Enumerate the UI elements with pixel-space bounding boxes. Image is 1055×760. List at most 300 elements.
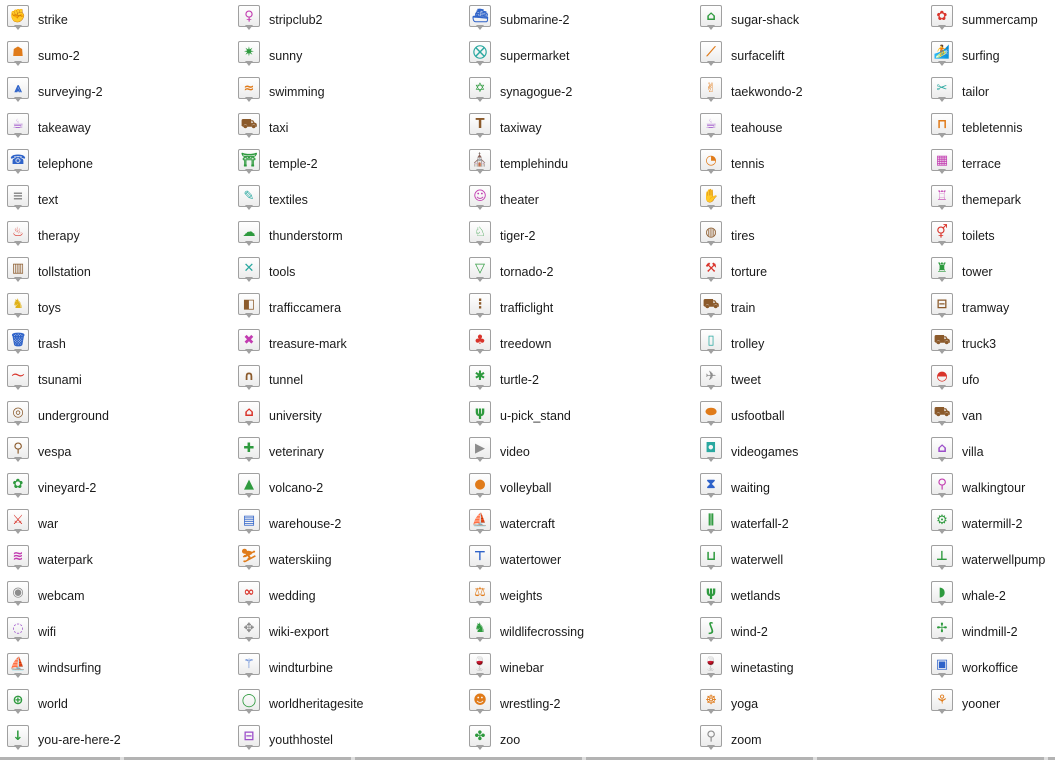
yooner-icon: ⚘ <box>936 692 948 708</box>
theft-icon: ✋ <box>702 188 720 204</box>
map-marker-frame <box>238 581 260 609</box>
icon-list-item[interactable] <box>231 362 462 398</box>
icon-list-item[interactable] <box>693 2 924 38</box>
icon-list-item[interactable] <box>462 542 693 578</box>
map-marker-frame <box>238 293 260 321</box>
icon-filename-label: zoom <box>731 733 762 747</box>
map-marker-frame <box>931 113 953 141</box>
icon-filename-label: windturbine <box>269 661 333 675</box>
wedding-icon: ∞ <box>243 584 255 600</box>
icon-filename-label: taekwondo-2 <box>731 85 803 99</box>
icon-list-item[interactable] <box>0 38 231 74</box>
icon-list-item[interactable] <box>0 470 231 506</box>
icon-list-item[interactable] <box>231 398 462 434</box>
icon-list-item[interactable] <box>693 74 924 110</box>
watercraft-icon: ⛵ <box>471 512 489 528</box>
map-marker-frame <box>931 437 953 465</box>
icon-list-item[interactable] <box>462 362 693 398</box>
icon-filename-label: tweet <box>731 373 761 387</box>
train-icon: ⛟ <box>702 296 720 312</box>
windsurfing-icon: ⛵ <box>9 656 27 672</box>
icon-filename-label: wifi <box>38 625 57 639</box>
icon-filename-label: tools <box>269 265 296 279</box>
icon-filename-label: video <box>500 445 530 459</box>
icon-list-item[interactable] <box>231 182 462 218</box>
icon-filename-label: text <box>38 193 59 207</box>
icon-filename-label: tiger-2 <box>500 229 536 243</box>
icon-filename-label: surveying-2 <box>38 85 103 99</box>
vespa-icon: ⚲ <box>13 440 23 456</box>
icon-filename-label: tornado-2 <box>500 265 554 279</box>
whale-icon: ◗ <box>938 584 946 600</box>
map-marker-frame <box>238 77 260 105</box>
icon-filename-label: surfacelift <box>731 49 785 63</box>
icon-filename-label: summercamp <box>962 13 1038 27</box>
swimming-icon: ≈ <box>243 80 255 96</box>
icon-list-item[interactable] <box>0 218 231 254</box>
icon-list-item[interactable] <box>924 326 1055 362</box>
icon-filename-label: warehouse-2 <box>269 517 342 531</box>
icon-list-item[interactable] <box>0 578 231 614</box>
windmill-icon: ✢ <box>936 620 948 636</box>
icon-list-item[interactable] <box>462 146 693 182</box>
warehouse-icon: ▤ <box>242 512 256 528</box>
icon-filename-label: wildlifecrossing <box>500 625 585 639</box>
strike-icon: ✊ <box>9 8 27 24</box>
map-marker-frame <box>7 365 29 393</box>
icon-list-item[interactable] <box>693 290 924 326</box>
map-marker-frame <box>469 113 491 141</box>
icon-list-item[interactable] <box>231 578 462 614</box>
icon-filename-label: taxiway <box>500 121 542 135</box>
icon-list-item[interactable] <box>231 2 462 38</box>
icon-list-item[interactable] <box>924 578 1055 614</box>
map-marker-frame <box>238 545 260 573</box>
icon-filename-label: usfootball <box>731 409 785 423</box>
synagogue-icon: ✡ <box>474 80 486 96</box>
icon-list-item[interactable] <box>231 470 462 506</box>
icon-list-item[interactable] <box>462 182 693 218</box>
treedown-icon: ♣ <box>474 332 486 348</box>
icon-list-item[interactable] <box>0 722 231 758</box>
icon-filename-label: themepark <box>962 193 1022 207</box>
icon-list-item[interactable] <box>693 218 924 254</box>
waterpark-icon: ≋ <box>12 548 24 564</box>
icon-list-item[interactable] <box>231 110 462 146</box>
map-marker-frame <box>238 257 260 285</box>
sunny-icon: ✷ <box>243 44 255 60</box>
toys-icon: ♞ <box>12 296 24 312</box>
icon-filename-label: villa <box>962 445 984 459</box>
icon-list-item[interactable] <box>231 254 462 290</box>
icon-filename-label: yoga <box>731 697 759 711</box>
map-marker-frame <box>931 77 953 105</box>
icon-list-item[interactable] <box>231 290 462 326</box>
icon-list-item[interactable] <box>924 146 1055 182</box>
trafficlight-icon: ⋮ <box>473 296 487 312</box>
icon-filename-label: therapy <box>38 229 80 243</box>
icon-list-item[interactable] <box>231 74 462 110</box>
icon-list-item[interactable] <box>462 614 693 650</box>
thunderstorm-icon: ☁ <box>242 224 256 240</box>
map-marker-frame <box>931 581 953 609</box>
video-icon: ▶ <box>475 440 485 456</box>
walkingtour-icon: ⚲ <box>937 476 947 492</box>
icon-filename-label: winebar <box>500 661 544 675</box>
windturbine-icon: ⚚ <box>243 656 255 672</box>
icon-list-item[interactable] <box>0 326 231 362</box>
waterwellpump-icon: ⊥ <box>936 548 948 564</box>
icon-list-item[interactable] <box>693 542 924 578</box>
taxiway-icon: T <box>475 116 485 132</box>
icon-filename-label: vespa <box>38 445 72 459</box>
icon-filename-label: taxi <box>269 121 289 135</box>
map-marker-frame <box>700 113 722 141</box>
wrestling-icon: ☻ <box>473 692 487 708</box>
icon-list-item[interactable] <box>924 254 1055 290</box>
icon-list-item[interactable] <box>462 650 693 686</box>
icon-list-item[interactable] <box>462 326 693 362</box>
icon-filename-label: watercraft <box>500 517 555 531</box>
icon-filename-label: trolley <box>731 337 765 351</box>
webcam-icon: ◉ <box>12 584 24 600</box>
veterinary-icon: ✚ <box>243 440 255 456</box>
wind-icon: ⟆ <box>708 620 714 636</box>
map-marker-frame <box>7 509 29 537</box>
tsunami-icon: 〜 <box>11 368 25 384</box>
icon-filename-label: windmill-2 <box>962 625 1018 639</box>
icon-filename-label: weights <box>500 589 543 603</box>
icon-filename-label: sumo-2 <box>38 49 80 63</box>
map-marker-frame <box>469 329 491 357</box>
icon-list-item[interactable] <box>924 542 1055 578</box>
icon-filename-label: toys <box>38 301 61 315</box>
icon-list-item[interactable] <box>231 614 462 650</box>
map-marker-frame <box>700 401 722 429</box>
icon-list-item[interactable] <box>693 146 924 182</box>
ufo-icon: ◓ <box>936 368 948 384</box>
icon-list-item[interactable] <box>231 38 462 74</box>
map-marker-frame <box>238 5 260 33</box>
map-marker-frame <box>931 5 953 33</box>
icon-filename-label: telephone <box>38 157 93 171</box>
icon-list-item[interactable] <box>924 38 1055 74</box>
map-marker-frame <box>931 149 953 177</box>
map-marker-frame <box>700 617 722 645</box>
icon-list-item[interactable] <box>231 434 462 470</box>
map-marker-frame <box>469 437 491 465</box>
tornado-icon: ▽ <box>475 260 485 276</box>
icon-filename-label: volleyball <box>500 481 552 495</box>
icon-list-item[interactable] <box>693 722 924 758</box>
icon-list-item[interactable] <box>462 506 693 542</box>
icon-list-item[interactable] <box>924 2 1055 38</box>
icon-filename-label: waiting <box>731 481 770 495</box>
icon-filename-label: wind-2 <box>731 625 768 639</box>
icon-list-item[interactable] <box>0 686 231 722</box>
icon-filename-label: veterinary <box>269 445 324 459</box>
icon-list-item[interactable] <box>462 74 693 110</box>
icon-list-item[interactable] <box>0 542 231 578</box>
icon-list-item[interactable] <box>693 398 924 434</box>
map-marker-frame <box>238 221 260 249</box>
icon-list-item[interactable] <box>231 542 462 578</box>
map-marker-frame <box>931 365 953 393</box>
truck-icon: ⛟ <box>933 332 951 348</box>
icon-filename-label: tebletennis <box>962 121 1023 135</box>
worldheritagesite-icon: ◯ <box>241 692 257 708</box>
tires-icon: ◍ <box>705 224 717 240</box>
map-marker-frame <box>7 725 29 753</box>
map-marker-frame <box>700 473 722 501</box>
map-marker-frame <box>700 653 722 681</box>
icon-filename-label: university <box>269 409 322 423</box>
map-marker-frame <box>7 653 29 681</box>
icon-list-item[interactable] <box>924 362 1055 398</box>
tower-icon: ♜ <box>936 260 948 276</box>
map-marker-frame <box>931 329 953 357</box>
icon-list-item[interactable] <box>693 470 924 506</box>
map-marker-frame <box>931 689 953 717</box>
map-marker-frame <box>238 113 260 141</box>
icon-list-item[interactable] <box>462 290 693 326</box>
icon-filename-label: waterwellpump <box>962 553 1046 567</box>
map-marker-frame <box>469 617 491 645</box>
icon-filename-label: train <box>731 301 756 315</box>
tools-icon: ✕ <box>243 260 255 276</box>
icon-list-item[interactable] <box>462 686 693 722</box>
icon-list-item[interactable] <box>231 326 462 362</box>
map-marker-frame <box>7 257 29 285</box>
icon-list-item[interactable] <box>462 38 693 74</box>
map-marker-frame <box>238 509 260 537</box>
icon-list-item[interactable] <box>924 290 1055 326</box>
icon-list-item[interactable] <box>231 650 462 686</box>
teahouse-icon: ☕ <box>705 116 717 132</box>
yoga-icon: ☸ <box>705 692 717 708</box>
trolley-icon: ▯ <box>707 332 715 348</box>
map-marker-frame <box>700 5 722 33</box>
surfacelift-icon: ⟋ <box>706 44 716 60</box>
icon-list-item[interactable] <box>0 146 231 182</box>
map-marker-frame <box>931 257 953 285</box>
icon-list-item[interactable] <box>924 470 1055 506</box>
icon-list-item[interactable] <box>924 110 1055 146</box>
icon-list-item[interactable] <box>0 110 231 146</box>
tunnel-icon: ∩ <box>243 368 255 384</box>
map-marker-frame <box>7 41 29 69</box>
takeaway-icon: ☕ <box>12 116 24 132</box>
icon-list-item[interactable] <box>693 650 924 686</box>
icon-list-item[interactable] <box>924 614 1055 650</box>
icon-list-item[interactable] <box>231 146 462 182</box>
map-marker-frame <box>238 473 260 501</box>
map-marker-frame <box>238 617 260 645</box>
therapy-icon: ♨ <box>12 224 24 240</box>
icon-list-item[interactable] <box>0 398 231 434</box>
icon-filename-label: vineyard-2 <box>38 481 97 495</box>
icon-list-item[interactable] <box>0 182 231 218</box>
icon-list-item[interactable] <box>924 218 1055 254</box>
icon-filename-label: tower <box>962 265 993 279</box>
summercamp-icon: ✿ <box>936 8 948 24</box>
icon-list-item[interactable] <box>693 254 924 290</box>
tiger-icon: ♘ <box>474 224 486 240</box>
icon-list-item[interactable] <box>693 182 924 218</box>
icon-filename-label: treasure-mark <box>269 337 347 351</box>
van-icon: ⛟ <box>933 404 951 420</box>
themepark-icon: ♖ <box>936 188 948 204</box>
wildlifecrossing-icon: ♞ <box>474 620 486 636</box>
icon-filename-label: whale-2 <box>962 589 1006 603</box>
icon-list-item[interactable] <box>0 2 231 38</box>
map-marker-frame <box>700 293 722 321</box>
map-marker-frame <box>469 689 491 717</box>
icon-list-item[interactable] <box>924 398 1055 434</box>
icon-list-item[interactable] <box>693 686 924 722</box>
you-are-here-icon: ↓ <box>12 728 24 744</box>
winebar-icon: 🍷 <box>471 656 489 672</box>
videogames-icon: ◘ <box>705 440 717 456</box>
icon-grid <box>0 2 1055 758</box>
icon-filename-label: torture <box>731 265 768 279</box>
icon-filename-label: wrestling-2 <box>500 697 561 711</box>
icon-filename-label: watermill-2 <box>962 517 1023 531</box>
map-marker-frame <box>7 329 29 357</box>
map-marker-frame <box>7 113 29 141</box>
map-marker-frame <box>469 365 491 393</box>
sumo-icon: ☗ <box>12 44 24 60</box>
icon-filename-label: videogames <box>731 445 799 459</box>
icon-list-item[interactable] <box>693 614 924 650</box>
icon-list-item[interactable] <box>693 362 924 398</box>
map-marker-frame <box>469 221 491 249</box>
icon-list-item[interactable] <box>924 506 1055 542</box>
icon-list-item[interactable] <box>693 110 924 146</box>
icon-filename-label: terrace <box>962 157 1001 171</box>
map-marker-frame <box>700 329 722 357</box>
map-marker-frame <box>238 329 260 357</box>
icon-filename-label: trash <box>38 337 66 351</box>
icon-list-item[interactable] <box>462 2 693 38</box>
icon-filename-label: truck3 <box>962 337 997 351</box>
taxi-icon: ⛟ <box>240 116 258 132</box>
icon-list-item[interactable] <box>231 722 462 758</box>
icon-list-item[interactable] <box>231 506 462 542</box>
workoffice-icon: ▣ <box>935 656 949 672</box>
map-marker-frame <box>469 509 491 537</box>
icon-filename-label: stripclub2 <box>269 13 323 27</box>
war-icon: ⚔ <box>12 512 24 528</box>
icon-list-item[interactable] <box>462 254 693 290</box>
icon-list-item[interactable] <box>0 434 231 470</box>
icon-list-item[interactable] <box>0 362 231 398</box>
map-marker-frame <box>469 5 491 33</box>
icon-list-item[interactable] <box>924 182 1055 218</box>
map-marker-frame <box>238 725 260 753</box>
icon-list-item[interactable] <box>462 218 693 254</box>
icon-list-item[interactable] <box>462 578 693 614</box>
map-marker-frame <box>238 437 260 465</box>
icon-list-item[interactable] <box>231 218 462 254</box>
theater-icon: ☺ <box>473 188 487 204</box>
icon-filename-label: zoo <box>500 733 521 747</box>
map-marker-frame <box>469 473 491 501</box>
telephone-icon: ☎ <box>9 152 27 168</box>
icon-filename-label: underground <box>38 409 109 423</box>
map-marker-frame <box>238 689 260 717</box>
icon-list-item[interactable] <box>462 398 693 434</box>
map-marker-frame <box>469 653 491 681</box>
icon-filename-label: trafficcamera <box>269 301 342 315</box>
map-marker-frame <box>469 257 491 285</box>
map-marker-frame <box>700 257 722 285</box>
icon-filename-label: windsurfing <box>38 661 102 675</box>
icon-list-item[interactable] <box>924 650 1055 686</box>
map-marker-frame <box>7 581 29 609</box>
icon-filename-label: waterwell <box>731 553 784 567</box>
icon-filename-label: workoffice <box>962 661 1019 675</box>
map-marker-frame <box>7 401 29 429</box>
icon-list-item[interactable] <box>231 686 462 722</box>
icon-list-item[interactable] <box>0 290 231 326</box>
icon-list-item[interactable] <box>693 506 924 542</box>
map-marker-frame <box>700 689 722 717</box>
icon-filename-label: strike <box>38 13 68 27</box>
vineyard-icon: ✿ <box>12 476 24 492</box>
icon-list-item[interactable] <box>462 722 693 758</box>
icon-filename-label: trafficlight <box>500 301 554 315</box>
volcano-icon: ▲ <box>244 476 254 492</box>
icon-list-item[interactable] <box>924 434 1055 470</box>
icon-list-item[interactable] <box>0 74 231 110</box>
icon-filename-label: temple-2 <box>269 157 318 171</box>
icon-list-item[interactable] <box>693 326 924 362</box>
icon-filename-label: tennis <box>731 157 765 171</box>
icon-list-item[interactable] <box>0 254 231 290</box>
icon-list-item[interactable] <box>924 74 1055 110</box>
map-marker-frame <box>700 149 722 177</box>
icon-list-item[interactable] <box>693 578 924 614</box>
wetlands-icon: ψ <box>705 584 717 600</box>
icon-list-item[interactable] <box>0 614 231 650</box>
icon-filename-label: wedding <box>269 589 316 603</box>
icon-list-item[interactable] <box>462 470 693 506</box>
icon-list-item[interactable] <box>693 434 924 470</box>
map-marker-frame <box>700 41 722 69</box>
icon-filename-label: tramway <box>962 301 1010 315</box>
icon-list-item[interactable] <box>462 434 693 470</box>
map-marker-frame <box>7 77 29 105</box>
icon-list-item[interactable] <box>0 650 231 686</box>
icon-filename-label: wiki-export <box>269 625 329 639</box>
map-marker-frame <box>931 509 953 537</box>
map-marker-frame <box>7 149 29 177</box>
icon-list-item[interactable] <box>462 110 693 146</box>
map-marker-frame <box>700 581 722 609</box>
icon-list-item[interactable] <box>0 506 231 542</box>
text-icon: ≡ <box>12 188 24 204</box>
map-marker-frame <box>238 149 260 177</box>
supermarket-icon: ⛒ <box>473 44 487 60</box>
icon-list-item[interactable] <box>924 686 1055 722</box>
tennis-icon: ◔ <box>705 152 717 168</box>
map-marker-frame <box>700 437 722 465</box>
usfootball-icon: ⬬ <box>705 404 717 420</box>
trafficcamera-icon: ◧ <box>242 296 256 312</box>
icon-list-item[interactable] <box>693 38 924 74</box>
map-marker-frame <box>238 41 260 69</box>
